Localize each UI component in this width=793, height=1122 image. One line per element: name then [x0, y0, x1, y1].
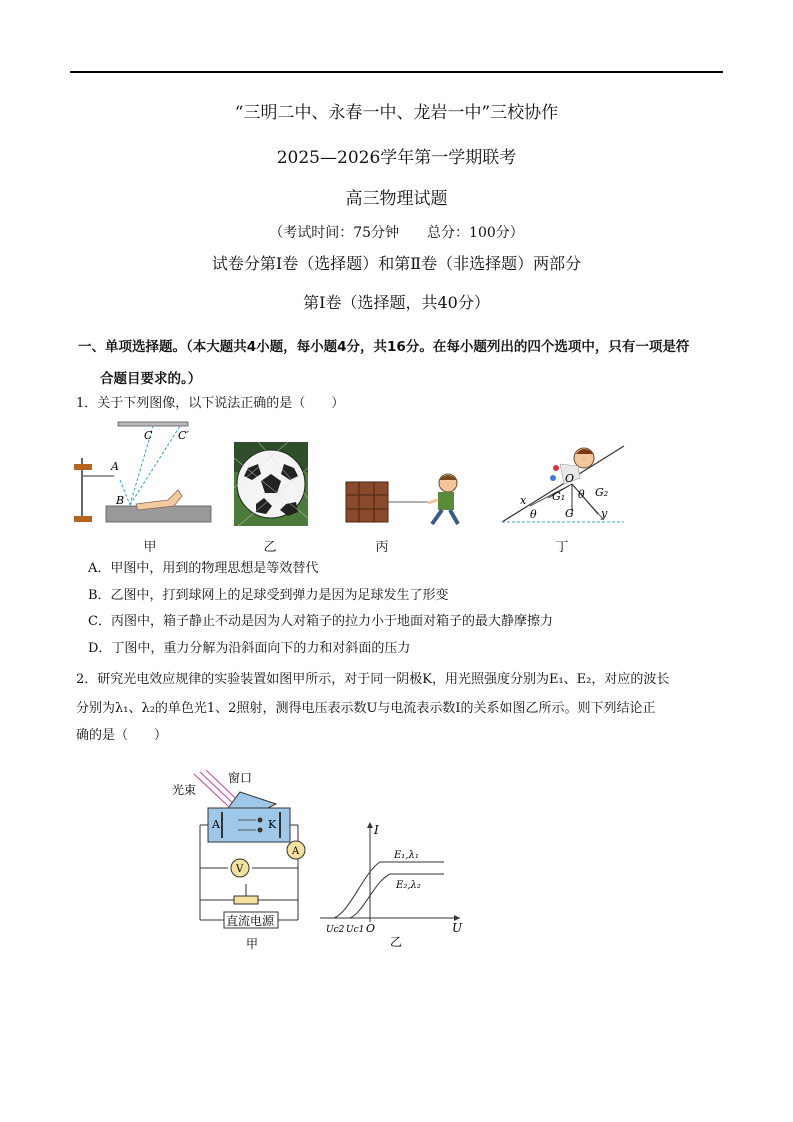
q1-option-b: B．乙图中，打到球网上的足球受到弹力是因为足球发生了形变: [88, 588, 449, 603]
caption-q2-yi: 乙: [390, 935, 403, 949]
origin-label: O: [366, 922, 376, 935]
label-theta-2: θ: [530, 508, 537, 521]
light-beam-label: 光束: [172, 783, 197, 797]
section1-title-cont: 合题目要求的。）: [100, 371, 202, 387]
label-uc1: Uc1: [346, 925, 365, 935]
figure-jia: [74, 422, 211, 522]
label-C-prime: C′: [178, 429, 189, 442]
caption-ding: 丁: [555, 540, 569, 555]
q2-stem-line3: 确的是（ ）: [76, 728, 168, 743]
cathode-label: K: [268, 818, 277, 831]
q1-option-d: D．丁图中，重力分解为沿斜面向下的力和对斜面的压力: [88, 641, 411, 656]
label-theta-1: θ: [578, 488, 585, 501]
exam-title: 2025—2026学年第一学期联考: [276, 148, 517, 168]
ammeter-label: A: [292, 846, 300, 857]
voltmeter-label: V: [236, 864, 244, 875]
curve-label-2: E₂,λ₂: [396, 880, 421, 891]
q1-stem: 1．关于下列图像，以下说法正确的是（ ）: [76, 396, 345, 411]
label-C: C: [144, 429, 153, 442]
header-rule: [70, 71, 723, 73]
caption-yi: 乙: [263, 540, 277, 555]
label-A: A: [111, 460, 119, 473]
label-B: B: [116, 494, 125, 507]
q1-option-c: C．丙图中，箱子静止不动是因为人对箱子的拉力小于地面对箱子的最大静摩擦力: [88, 614, 553, 629]
label-O: O: [565, 472, 575, 485]
label-G2: G₂: [595, 486, 609, 499]
paper-structure: 试卷分第Ⅰ卷（选择题）和第Ⅱ卷（非选择题）两部分: [211, 254, 582, 273]
q1-option-a: A．甲图中，用到的物理思想是等效替代: [88, 561, 319, 576]
subject-title: 高三物理试题: [345, 189, 448, 209]
label-x: x: [520, 494, 527, 507]
q2-figure-yi: [320, 812, 470, 952]
caption-bing: 丙: [375, 540, 389, 555]
q1-figures: [68, 418, 668, 533]
q2-figure-jia: [168, 768, 318, 958]
q2-stem-line2: 分别为λ₁、λ₂的单色光1、2照射，测得电压表示数U与电流表示数I的关系如图乙所示。则下列结论正: [76, 701, 656, 716]
label-G1: G₁: [552, 490, 566, 503]
section1-title: 一、单项选择题。（本大题共4小题，每小题4分，共16分。在每小题列出的四个选项中，只有一项是符: [78, 339, 690, 355]
anode-label: A: [212, 818, 220, 831]
label-y: y: [601, 507, 608, 520]
part1-title: 第Ⅰ卷（选择题，共40分）: [303, 293, 490, 312]
curve-label-1: E₁,λ₁: [394, 850, 419, 861]
caption-jia: 甲: [143, 540, 157, 555]
label-uc2: Uc2: [326, 925, 345, 935]
axis-label-U: U: [452, 921, 463, 935]
figure-bing: [346, 474, 458, 524]
q2-stem-line1: 2．研究光电效应规律的实验装置如图甲所示，对于同一阴极K，用光照强度分别为E₁、E₂，对应的波长: [76, 672, 670, 687]
power-source-label: 直流电源: [226, 914, 275, 928]
exam-time: （考试时间：75分钟 总分：100分）: [269, 225, 524, 241]
school-title: “三明二中、永春一中、龙岩一中”三校协作: [234, 103, 559, 123]
figure-ding: [502, 446, 624, 522]
axis-label-I: I: [374, 823, 379, 837]
caption-q2-jia: 甲: [246, 937, 259, 951]
window-label: 窗口: [228, 771, 253, 785]
label-G: G: [565, 507, 574, 520]
figure-yi: [234, 442, 308, 526]
